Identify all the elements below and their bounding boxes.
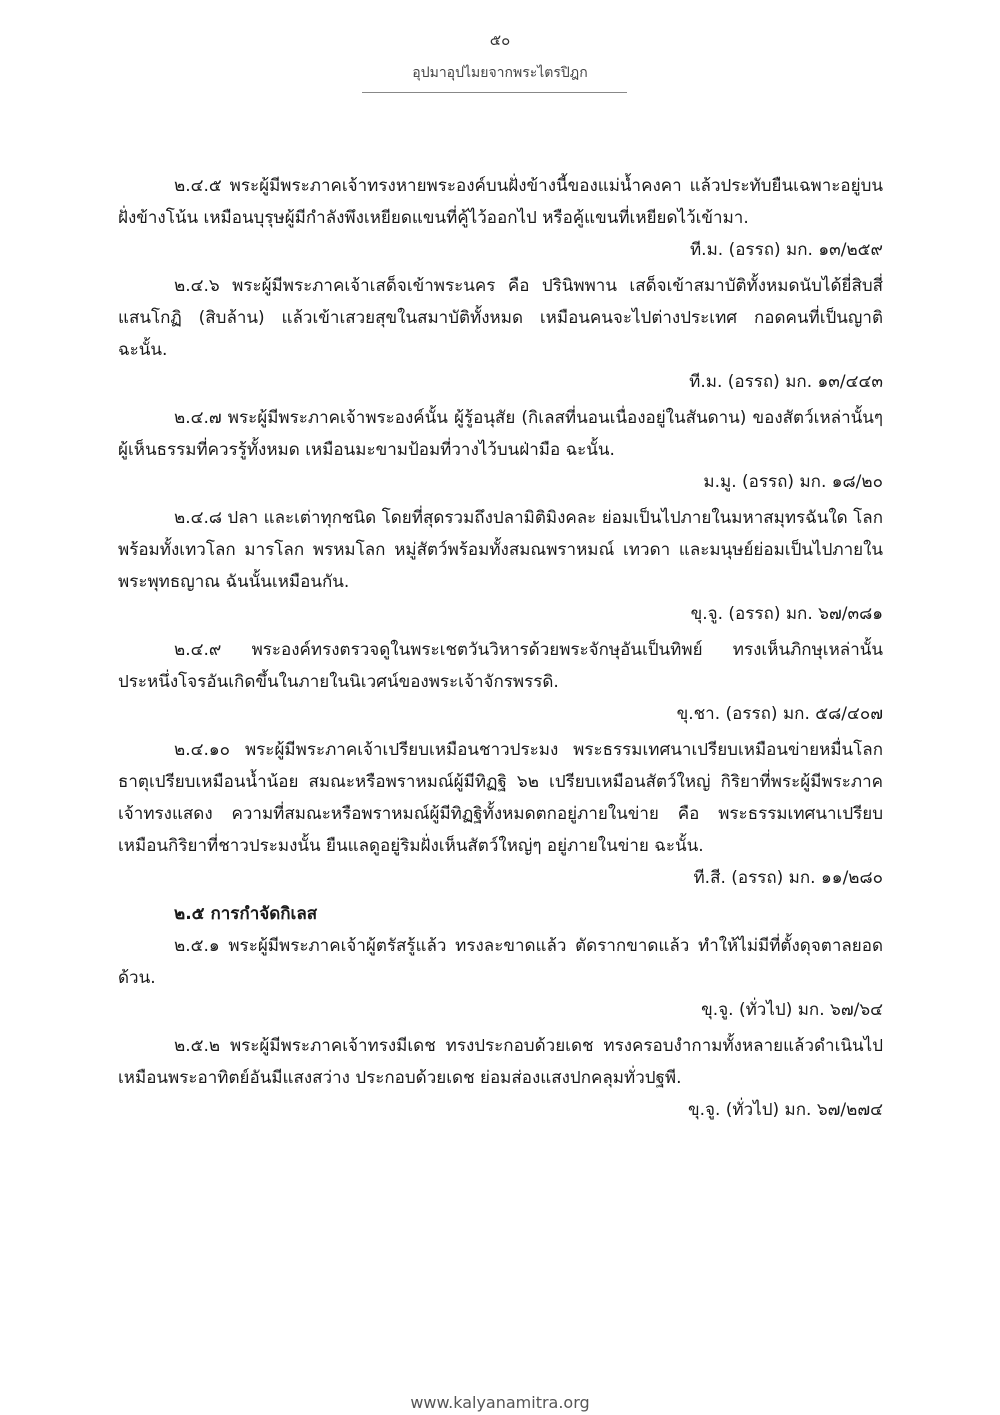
entry-reference: ม.มู. (อรรถ) มก. ๑๘/๒๐ (703, 472, 883, 492)
page-body (118, 170, 883, 1130)
entry-2-4-8 (118, 502, 883, 630)
entry-text: ๒.๔.๘ ปลา และเต่าทุกชนิด โดยที่สุดรวมถึงปลามิติมิงคละ ย่อมเป็นไปภายในมหาสมุทรฉันใด โลกพร้อมทั้งเทวโลก มารโลก พรหมโลก หมู่สัตว์พร้อมทั้งสมณพราหมณ์ เทวดา และมนุษย์ย่อมเป็นไปภายในพระพุทธญาณ ฉันนั้นเหมือนกัน. (118, 508, 883, 592)
entry-text: ๒.๔.๖ พระผู้มีพระภาคเจ้าเสด็จเข้าพระนคร คือ ปรินิพพาน เสด็จเข้าสมาบัติทั้งหมดนับได้ยี่สิบสี่แสนโกฏิ (สิบล้าน) แล้วเข้าเสวยสุขในสมาบัติทั้งหมด เหมือนคนจะไปต่างประเทศ กอดคนที่เป็นญาติ ฉะนั้น. (118, 276, 883, 360)
footer-url: www.kalyanamitra.org (410, 1393, 590, 1412)
entry-2-4-6 (118, 270, 883, 398)
entry-2-4-5 (118, 170, 883, 266)
entry-reference: ขุ.จู. (อรรถ) มก. ๖๗/๓๘๑ (690, 604, 883, 624)
entry-text: ๒.๕.๑ พระผู้มีพระภาคเจ้าผู้ตรัสรู้แล้ว ทรงละขาดแล้ว ตัดรากขาดแล้ว ทำให้ไม่มีที่ตั้งดุจตาลยอดด้วน. (118, 936, 883, 988)
entry-reference: ที.สี. (อรรถ) มก. ๑๑/๒๘๐ (693, 868, 883, 888)
page-number: ๕๐ (489, 31, 511, 49)
entry-text: ๒.๔.๗ พระผู้มีพระภาคเจ้าพระองค์นั้น ผู้รู้อนุสัย (กิเลสที่นอนเนื่องอยู่ในสันดาน) ของสัตว์เหล่านั้นๆ ผู้เห็นธรรมที่ควรรู้ทั้งหมด เหมือนมะขามป้อมที่วางไว้บนฝ่ามือ ฉะนั้น. (118, 408, 883, 460)
entry-text: ๒.๔.๙ พระองค์ทรงตรวจดูในพระเชตวันวิหารด้วยพระจักษุอันเป็นทิพย์ ทรงเห็นภิกษุเหล่านั้น ประหนึ่งโจรอันเกิดขึ้นในภายในนิเวศน์ของพระเจ้าจักรพรรดิ. (118, 640, 883, 692)
entry-reference: ขุ.จู. (ทั่วไป) มก. ๖๗/๒๗๔ (687, 1100, 883, 1120)
entry-text: ๒.๕.๒ พระผู้มีพระภาคเจ้าทรงมีเดช ทรงประกอบด้วยเดช ทรงครอบงำกามทั้งหลายแล้วดำเนินไป เหมือนพระอาทิตย์อันมีแสงสว่าง ประกอบด้วยเดช ย่อมส่องแสงปกคลุมทั่วปฐพี. (118, 1036, 883, 1088)
section-heading: ๒.๕ การกำจัดกิเลส (174, 904, 318, 924)
entry-2-4-9 (118, 634, 883, 730)
running-title: อุปมาอุปไมยจากพระไตรปิฎก (412, 65, 588, 81)
entry-reference: ที.ม. (อรรถ) มก. ๑๓/๒๕๙ (689, 240, 883, 260)
entry-reference: ขุ.ชา. (อรรถ) มก. ๕๘/๔๐๗ (676, 704, 883, 724)
entry-2-4-7 (118, 402, 883, 498)
entry-reference: ขุ.จู. (ทั่วไป) มก. ๖๗/๖๔ (701, 1000, 883, 1020)
entry-text: ๒.๔.๕ พระผู้มีพระภาคเจ้าทรงหายพระองค์บนฝั่งข้างนี้ของแม่น้ำคงคา แล้วประทับยืนเฉพาะอยู่บนฝั่งข้างโน้น เหมือนบุรุษผู้มีกำลังพึงเหยียดแขนที่คู้ไว้ออกไป หรือคู้แขนที่เหยียดไว้เข้ามา. (118, 176, 883, 228)
entry-2-5-2 (118, 1030, 883, 1126)
entry-2-4-10 (118, 734, 883, 894)
header-rule (362, 92, 627, 93)
entry-text: ๒.๔.๑๐ พระผู้มีพระภาคเจ้าเปรียบเหมือนชาวประมง พระธรรมเทศนาเปรียบเหมือนข่ายหมื่นโลกธาตุเปรียบเหมือนน้ำน้อย สมณะหรือพราหมณ์ผู้มีทิฏฐิ ๖๒ เปรียบเหมือนสัตว์ใหญ่ กิริยาที่พระผู้มีพระภาคเจ้าทรงแสดง ความที่สมณะหรือพราหมณ์ผู้มีทิฏฐิทั้งหมดตกอยู่ภายในข่าย คือ พระธรรมเทศนาเปรียบเหมือนกิริยาที่ชาวประมงนั้น ยืนแลดูอยู่ริมฝั่งเห็นสัตว์ใหญ่ๆ อยู่ภายในข่าย ฉะนั้น. (118, 740, 883, 856)
entry-reference: ที.ม. (อรรถ) มก. ๑๓/๔๔๓ (689, 372, 883, 392)
entry-2-5-1 (118, 930, 883, 1026)
